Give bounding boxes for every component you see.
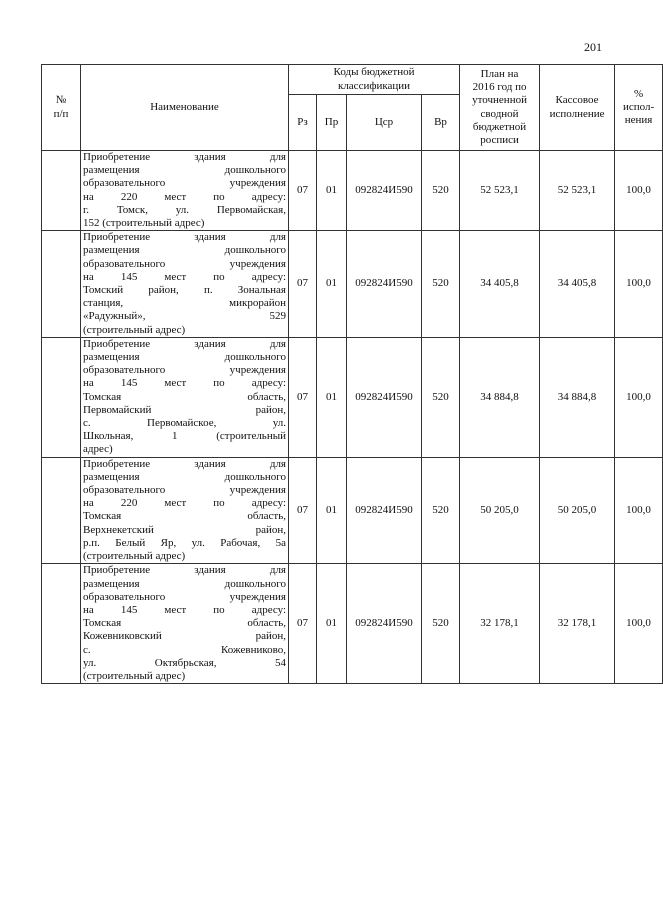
row-csr: 092824И590 (347, 151, 422, 231)
row-cash: 34 405,8 (540, 231, 615, 338)
row-rz: 07 (289, 337, 317, 457)
header-cash-execution: Кассовое исполнение (540, 65, 615, 151)
row-vr: 520 (422, 564, 460, 684)
header-pr: Пр (317, 95, 347, 151)
header-vr: Вр (422, 95, 460, 151)
row-num (42, 231, 81, 338)
row-csr: 092824И590 (347, 564, 422, 684)
row-plan: 52 523,1 (460, 151, 540, 231)
header-plan: План на 2016 год по уточненной сводной бюджетной росписи (460, 65, 540, 151)
page-number: 201 (584, 40, 602, 54)
row-pr: 01 (317, 564, 347, 684)
row-name: Приобретение здания для размещения дошкольного образовательного учреждения на 145 мест по адресу: Томский район, п. Зональная станция, микрорайон «Радужный», 529 (строительный адрес) (81, 231, 289, 338)
table-row (42, 337, 663, 457)
row-pr: 01 (317, 457, 347, 564)
budget-table (41, 64, 663, 684)
row-num (42, 564, 81, 684)
row-cash: 52 523,1 (540, 151, 615, 231)
header-budget-codes: Коды бюджетной классификации (289, 65, 460, 95)
row-csr: 092824И590 (347, 337, 422, 457)
row-vr: 520 (422, 151, 460, 231)
row-plan: 32 178,1 (460, 564, 540, 684)
row-pr: 01 (317, 151, 347, 231)
row-plan: 34 884,8 (460, 337, 540, 457)
table-row (42, 564, 663, 684)
table-row (42, 457, 663, 564)
header-num: № п/п (42, 65, 81, 151)
row-cash: 50 205,0 (540, 457, 615, 564)
row-vr: 520 (422, 337, 460, 457)
header-csr: Цср (347, 95, 422, 151)
row-cash: 32 178,1 (540, 564, 615, 684)
row-num (42, 151, 81, 231)
header-percent: % испол- нения (615, 65, 663, 151)
header-name: Наименование (81, 65, 289, 151)
row-pr: 01 (317, 337, 347, 457)
row-name: Приобретение здания для размещения дошкольного образовательного учреждения на 220 мест по адресу: г. Томск, ул. Первомайская, 152 (строительный адрес) (81, 151, 289, 231)
row-name: Приобретение здания для размещения дошкольного образовательного учреждения на 145 мест по адресу: Томская область, Первомайский район, с. Первомайское, ул. Школьная, 1 (строительный адрес) (81, 337, 289, 457)
row-num (42, 457, 81, 564)
row-percent: 100,0 (615, 337, 663, 457)
row-rz: 07 (289, 231, 317, 338)
row-plan: 50 205,0 (460, 457, 540, 564)
row-percent: 100,0 (615, 564, 663, 684)
row-percent: 100,0 (615, 151, 663, 231)
row-vr: 520 (422, 457, 460, 564)
header-rz: Рз (289, 95, 317, 151)
row-vr: 520 (422, 231, 460, 338)
row-percent: 100,0 (615, 231, 663, 338)
row-name: Приобретение здания для размещения дошкольного образовательного учреждения на 145 мест по адресу: Томская область, Кожевниковский район, с. Кожевниково, ул. Октябрьская, 54 (строительный адрес) (81, 564, 289, 684)
row-num (42, 337, 81, 457)
row-name: Приобретение здания для размещения дошкольного образовательного учреждения на 220 мест по адресу: Томская область, Верхнекетский район, р.п. Белый Яр, ул. Рабочая, 5а (строительный адрес) (81, 457, 289, 564)
table-row (42, 231, 663, 338)
row-rz: 07 (289, 564, 317, 684)
row-plan: 34 405,8 (460, 231, 540, 338)
row-csr: 092824И590 (347, 231, 422, 338)
row-rz: 07 (289, 151, 317, 231)
row-cash: 34 884,8 (540, 337, 615, 457)
row-csr: 092824И590 (347, 457, 422, 564)
row-pr: 01 (317, 231, 347, 338)
table-row (42, 151, 663, 231)
row-percent: 100,0 (615, 457, 663, 564)
row-rz: 07 (289, 457, 317, 564)
